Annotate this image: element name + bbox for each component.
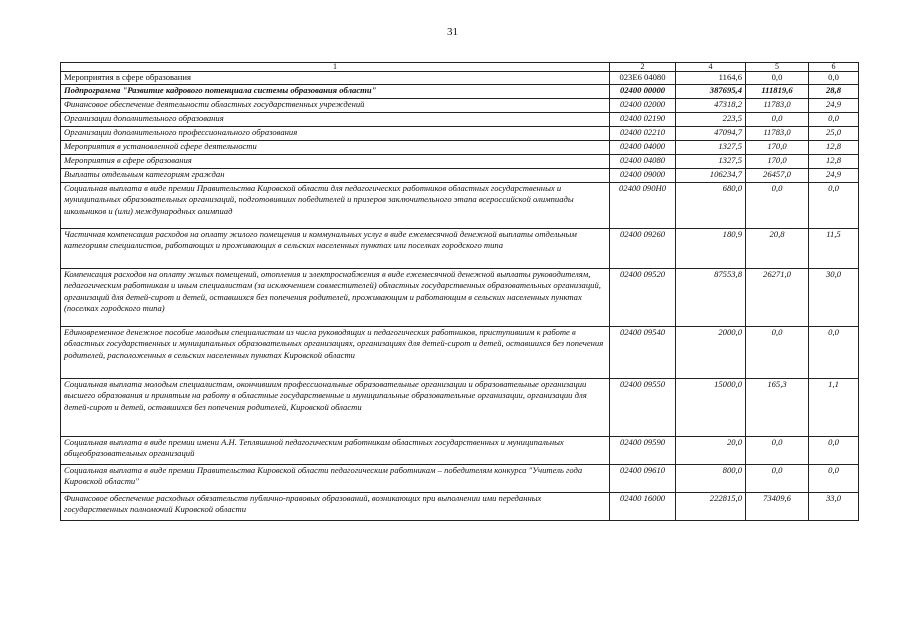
row-value-col4: 20,0 xyxy=(676,436,746,464)
row-name: Организации дополнительного образования xyxy=(61,112,610,126)
row-value-col4: 106234,7 xyxy=(676,168,746,182)
row-value-col6: 33,0 xyxy=(809,492,859,520)
table-row xyxy=(61,154,859,168)
table-row xyxy=(61,492,859,520)
row-name: Выплаты отдельным категориям граждан xyxy=(61,168,610,182)
row-name: Организации дополнительного профессионального образования xyxy=(61,126,610,140)
row-value-col5: 0,0 xyxy=(746,182,809,228)
row-code: 023Е6 04080 xyxy=(610,72,676,85)
row-name: Мероприятия в установленной сфере деятельности xyxy=(61,140,610,154)
row-code: 02400 09540 xyxy=(610,326,676,378)
header-col-4: 4 xyxy=(676,63,746,72)
row-name: Компенсация расходов на оплату жилых помещений, отопления и электроснабжения в виде ежемесячной денежной выплаты руководителям, педагогическим работникам и иным специалистам (за исключением совместителей) областных государственных образовательных организаций, организаций для детей-сирот и детей, оставшихся без попечения родителей, проживающим и работающим в сельских населенных пунктах (поселках городского типа) xyxy=(61,268,610,326)
table-row xyxy=(61,436,859,464)
row-code: 02400 09610 xyxy=(610,464,676,492)
row-value-col6: 0,0 xyxy=(809,464,859,492)
row-value-col4: 180,9 xyxy=(676,228,746,268)
row-code: 02400 02210 xyxy=(610,126,676,140)
row-code: 02400 09000 xyxy=(610,168,676,182)
row-value-col4: 222815,0 xyxy=(676,492,746,520)
row-value-col5: 26457,0 xyxy=(746,168,809,182)
table-row xyxy=(61,98,859,112)
row-value-col4: 387695,4 xyxy=(676,84,746,98)
row-value-col5: 11783,0 xyxy=(746,126,809,140)
row-value-col5: 0,0 xyxy=(746,326,809,378)
row-code: 02400 09520 xyxy=(610,268,676,326)
table-row xyxy=(61,378,859,436)
row-value-col5: 11783,0 xyxy=(746,98,809,112)
row-value-col6: 0,0 xyxy=(809,326,859,378)
budget-table xyxy=(60,62,859,521)
header-col-5: 5 xyxy=(746,63,809,72)
row-value-col6: 0,0 xyxy=(809,72,859,85)
row-value-col4: 680,0 xyxy=(676,182,746,228)
table-row xyxy=(61,112,859,126)
row-value-col5: 73409,6 xyxy=(746,492,809,520)
row-value-col5: 165,3 xyxy=(746,378,809,436)
row-value-col6: 24,9 xyxy=(809,98,859,112)
row-code: 02400 090Н0 xyxy=(610,182,676,228)
row-value-col6: 1,1 xyxy=(809,378,859,436)
row-value-col6: 12,8 xyxy=(809,140,859,154)
row-value-col5: 20,8 xyxy=(746,228,809,268)
row-value-col4: 2000,0 xyxy=(676,326,746,378)
row-value-col6: 24,9 xyxy=(809,168,859,182)
row-value-col4: 87553,8 xyxy=(676,268,746,326)
row-value-col6: 12,8 xyxy=(809,154,859,168)
row-value-col5: 0,0 xyxy=(746,112,809,126)
header-col-2: 2 xyxy=(610,63,676,72)
row-value-col5: 170,0 xyxy=(746,154,809,168)
row-value-col4: 223,5 xyxy=(676,112,746,126)
row-name: Финансовое обеспечение деятельности областных государственных учреждений xyxy=(61,98,610,112)
row-name: Социальная выплата в виде премии Правительства Кировской области для педагогических работников областных государственных и муниципальных образовательных организаций, подготовивших победителей и призеров заключительного этапа всероссийской олимпиады школьников и (или) международных олимпиад xyxy=(61,182,610,228)
row-value-col5: 0,0 xyxy=(746,436,809,464)
row-value-col5: 111819,6 xyxy=(746,84,809,98)
row-value-col5: 0,0 xyxy=(746,464,809,492)
header-col-6: 6 xyxy=(809,63,859,72)
row-name: Социальная выплата молодым специалистам, окончившим профессиональные образовательные организации и образовательные организации высшего образования и принятым на работу в областные государственные и муниципальные образовательные организации, организации для детей-сирот и детей, оставшихся без попечения родителей, Кировской области xyxy=(61,378,610,436)
row-name: Единовременное денежное пособие молодым специалистам из числа руководящих и педагогических работников, приступившим к работе в областных государственных и муниципальных образовательных организациях, организациях для детей-сирот и детей, оставшихся без попечения родителей, расположенных в сельских населенных пунктах Кировской области xyxy=(61,326,610,378)
header-col-1: 1 xyxy=(61,63,610,72)
row-value-col6: 0,0 xyxy=(809,112,859,126)
row-value-col6: 28,8 xyxy=(809,84,859,98)
row-code: 02400 04080 xyxy=(610,154,676,168)
row-code: 02400 09550 xyxy=(610,378,676,436)
table-row xyxy=(61,326,859,378)
row-name: Социальная выплата в виде премии имени А.Н. Тепляшиной педагогическим работникам областных государственных и муниципальных общеобразовательных организаций xyxy=(61,436,610,464)
row-name: Подпрограмма "Развитие кадрового потенциала системы образования области" xyxy=(61,84,610,98)
page-number: 31 xyxy=(447,26,458,38)
row-name: Социальная выплата в виде премии Правительства Кировской области педагогическим работникам – победителям конкурса "Учитель года Кировской области" xyxy=(61,464,610,492)
row-name: Финансовое обеспечение расходных обязательств публично-правовых образований, возникающих при выполнении ими переданных государственных полномочий Кировской области xyxy=(61,492,610,520)
row-value-col6: 30,0 xyxy=(809,268,859,326)
table-row xyxy=(61,168,859,182)
table-row xyxy=(61,268,859,326)
row-code: 02400 16000 xyxy=(610,492,676,520)
row-value-col4: 800,0 xyxy=(676,464,746,492)
table-row xyxy=(61,72,859,85)
row-value-col4: 1327,5 xyxy=(676,154,746,168)
row-value-col4: 47318,2 xyxy=(676,98,746,112)
row-value-col4: 15000,0 xyxy=(676,378,746,436)
row-value-col5: 170,0 xyxy=(746,140,809,154)
row-code: 02400 00000 xyxy=(610,84,676,98)
row-value-col6: 0,0 xyxy=(809,182,859,228)
row-code: 02400 04000 xyxy=(610,140,676,154)
table-row xyxy=(61,126,859,140)
table-row xyxy=(61,228,859,268)
row-code: 02400 02000 xyxy=(610,98,676,112)
row-name: Мероприятия в сфере образования xyxy=(61,154,610,168)
row-value-col6: 11,5 xyxy=(809,228,859,268)
table-row xyxy=(61,464,859,492)
table-row xyxy=(61,84,859,98)
table-row xyxy=(61,140,859,154)
table-header-row xyxy=(61,63,859,72)
row-code: 02400 09260 xyxy=(610,228,676,268)
row-name: Мероприятия в сфере образования xyxy=(61,72,610,85)
row-value-col6: 0,0 xyxy=(809,436,859,464)
row-code: 02400 09590 xyxy=(610,436,676,464)
row-value-col5: 26271,0 xyxy=(746,268,809,326)
row-name: Частичная компенсация расходов на оплату жилого помещения и коммунальных услуг в виде ежемесячной денежной выплаты отдельным категориям специалистов, работающих и проживающих в сельских населенных пунктах или поселках городского типа xyxy=(61,228,610,268)
row-value-col4: 47094,7 xyxy=(676,126,746,140)
row-value-col4: 1327,5 xyxy=(676,140,746,154)
row-value-col6: 25,0 xyxy=(809,126,859,140)
row-value-col4: 1164,6 xyxy=(676,72,746,85)
row-code: 02400 02190 xyxy=(610,112,676,126)
table-row xyxy=(61,182,859,228)
row-value-col5: 0,0 xyxy=(746,72,809,85)
